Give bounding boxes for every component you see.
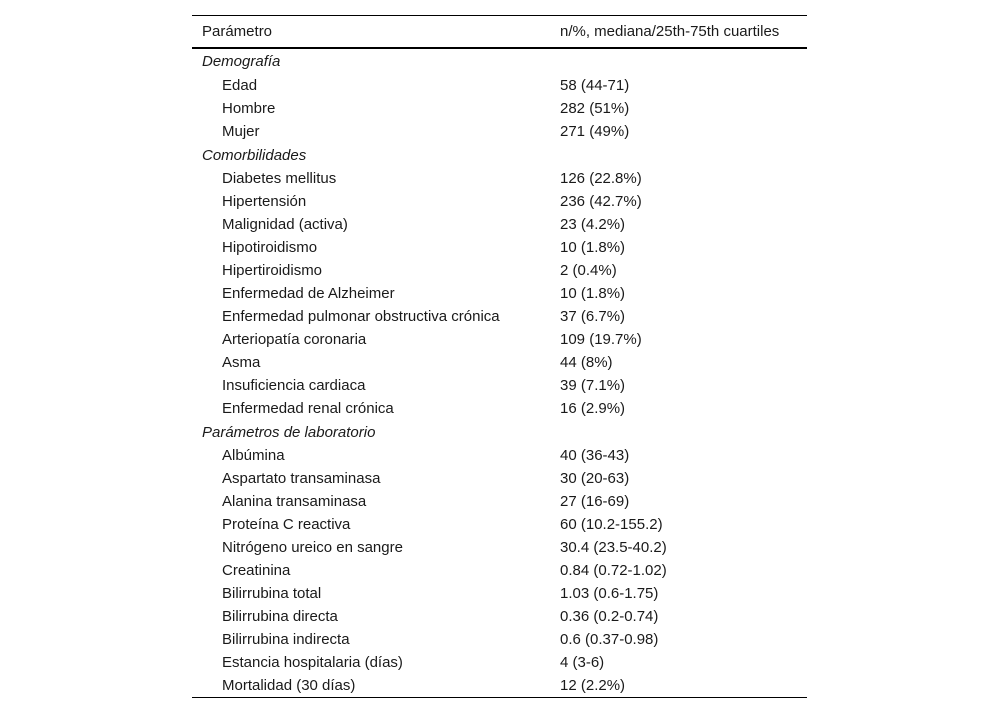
row-label: Edad (222, 77, 258, 94)
table-row (192, 259, 807, 282)
table-row (192, 651, 807, 674)
table-row (192, 351, 807, 374)
row-value: 30 (20-63) (560, 470, 630, 487)
table-row (192, 559, 807, 582)
row-value: 27 (16-69) (560, 493, 630, 510)
table-row (192, 167, 807, 190)
row-label: Nitrógeno ureico en sangre (222, 539, 403, 556)
row-value: 4 (3-6) (560, 654, 605, 671)
section-title: Demografía (202, 53, 281, 70)
row-label: Proteína C reactiva (222, 516, 351, 533)
section-row (192, 48, 807, 74)
row-label: Bilirrubina total (222, 585, 322, 602)
row-label: Mortalidad (30 días) (222, 677, 356, 694)
table-row (192, 397, 807, 420)
row-label: Enfermedad pulmonar obstructiva crónica (222, 308, 500, 325)
row-value: 30.4 (23.5-40.2) (560, 539, 667, 556)
row-label: Insuficiencia cardiaca (222, 377, 366, 394)
table-row (192, 120, 807, 143)
row-value: 0.36 (0.2-0.74) (560, 608, 659, 625)
table-row (192, 305, 807, 328)
row-label: Hombre (222, 100, 276, 117)
row-label: Estancia hospitalaria (días) (222, 654, 403, 671)
header-value: n/%, mediana/25th-75th cuartiles (560, 23, 780, 40)
row-value: 16 (2.9%) (560, 400, 626, 417)
row-value: 39 (7.1%) (560, 377, 626, 394)
table-row (192, 467, 807, 490)
row-value: 12 (2.2%) (560, 677, 626, 694)
row-label: Bilirrubina indirecta (222, 631, 350, 648)
row-label: Bilirrubina directa (222, 608, 338, 625)
table-row (192, 605, 807, 628)
table-row (192, 328, 807, 351)
row-value: 1.03 (0.6-1.75) (560, 585, 659, 602)
row-value: 10 (1.8%) (560, 239, 626, 256)
row-value: 282 (51%) (560, 100, 630, 117)
table-row (192, 97, 807, 120)
row-label: Hipotiroidismo (222, 239, 318, 256)
section-title: Parámetros de laboratorio (202, 423, 376, 441)
table-row (192, 282, 807, 305)
row-value: 37 (6.7%) (560, 308, 626, 325)
row-label: Alanina transaminasa (222, 493, 367, 510)
table-header (192, 16, 807, 49)
header-parameter: Parámetro (202, 23, 273, 40)
row-label: Albúmina (222, 447, 285, 464)
row-label: Asma (222, 354, 261, 371)
row-label: Enfermedad de Alzheimer (222, 285, 395, 302)
section-row (192, 143, 807, 167)
row-value: 0.6 (0.37-0.98) (560, 631, 659, 648)
table-row (192, 513, 807, 536)
table-body (192, 48, 807, 698)
row-label: Hipertiroidismo (222, 262, 323, 279)
row-value: 2 (0.4%) (560, 262, 617, 279)
row-value: 58 (44-71) (560, 77, 630, 94)
table-row (192, 628, 807, 651)
row-label: Aspartato transaminasa (222, 470, 381, 487)
patient-characteristics-table (192, 15, 807, 698)
table-row (192, 674, 807, 698)
table-row (192, 213, 807, 236)
row-label: Hipertensión (222, 193, 307, 210)
row-value: 40 (36-43) (560, 447, 630, 464)
row-value: 271 (49%) (560, 123, 630, 140)
row-value: 109 (19.7%) (560, 331, 642, 348)
table-row (192, 536, 807, 559)
row-label: Diabetes mellitus (222, 170, 337, 187)
row-label: Enfermedad renal crónica (222, 400, 394, 417)
row-value: 23 (4.2%) (560, 216, 626, 233)
row-value: 10 (1.8%) (560, 285, 626, 302)
row-value: 44 (8%) (560, 354, 613, 371)
row-value: 60 (10.2-155.2) (560, 516, 663, 533)
table-row (192, 374, 807, 397)
table-row (192, 582, 807, 605)
section-row (192, 420, 807, 444)
header-row (192, 16, 807, 49)
row-value: 236 (42.7%) (560, 193, 642, 210)
table-row (192, 236, 807, 259)
row-label: Malignidad (activa) (222, 216, 348, 233)
table-row (192, 490, 807, 513)
data-table-container (192, 15, 807, 698)
section-title: Comorbilidades (202, 146, 307, 164)
table-row (192, 74, 807, 97)
row-label: Creatinina (222, 562, 291, 579)
table-row (192, 444, 807, 467)
row-value: 0.84 (0.72-1.02) (560, 562, 667, 579)
row-label: Mujer (222, 123, 260, 140)
table-row (192, 190, 807, 213)
row-label: Arteriopatía coronaria (222, 331, 367, 348)
row-value: 126 (22.8%) (560, 170, 642, 187)
